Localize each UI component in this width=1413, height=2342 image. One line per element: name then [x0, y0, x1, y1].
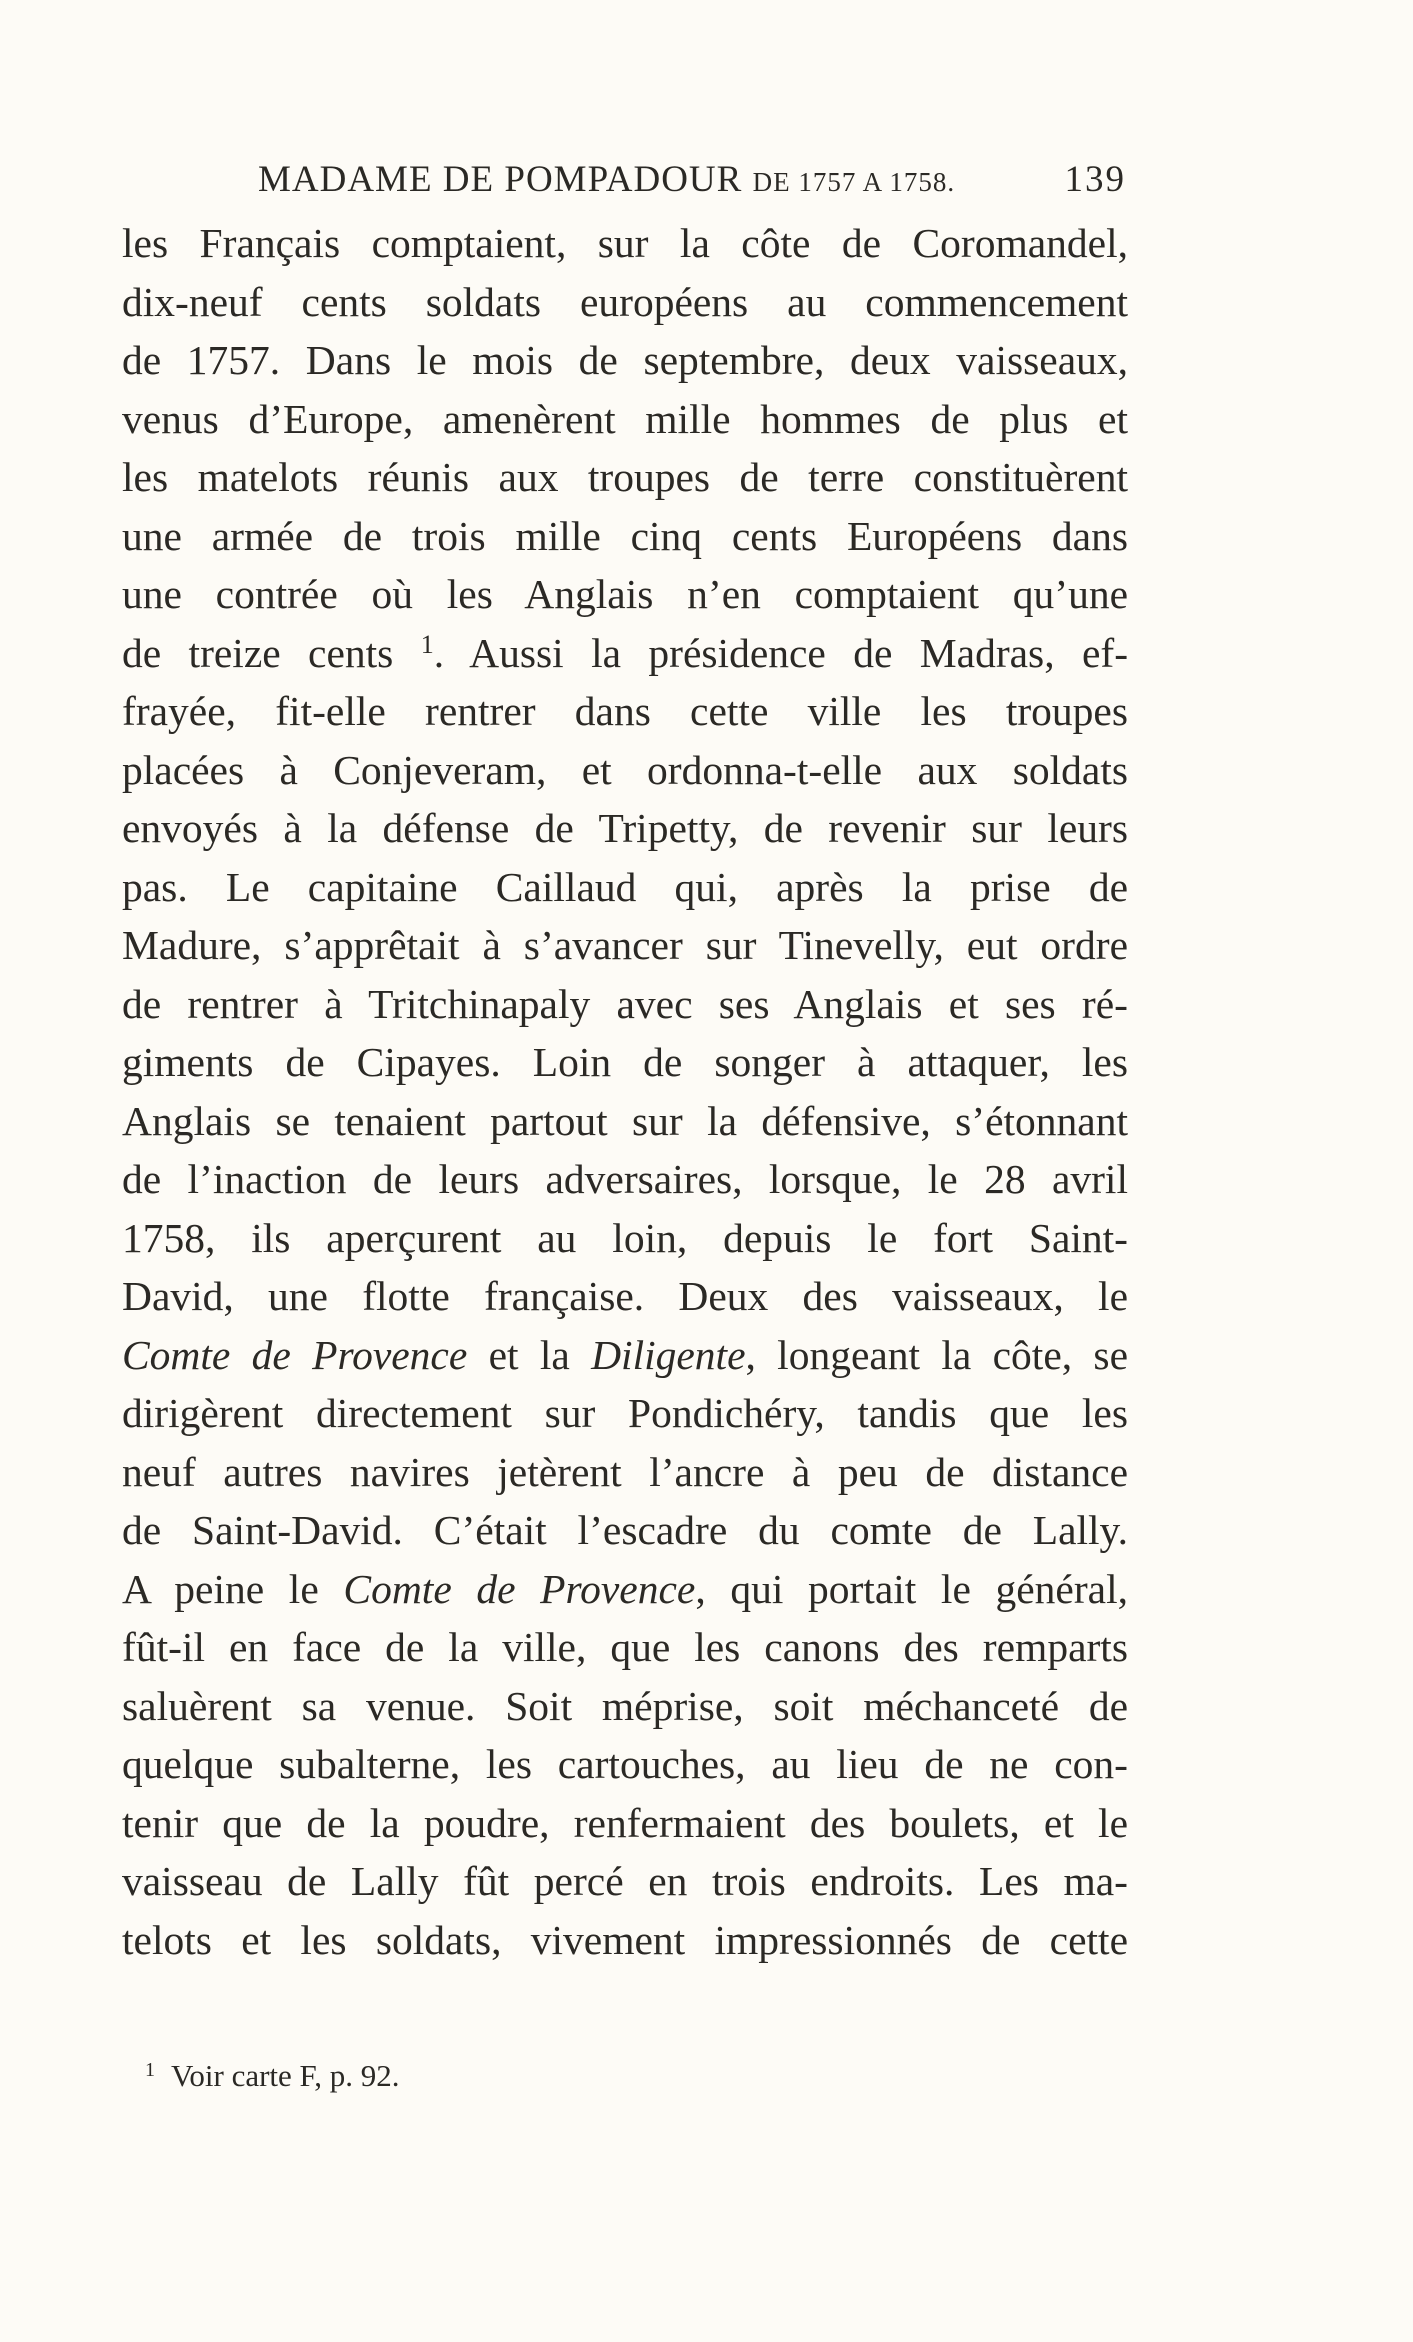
footnote-mark: 1 [145, 2059, 155, 2081]
text-line: envoyés à la défense de Tripetty, de revenir sur leurs [122, 805, 1128, 851]
text-line: les Français comptaient, sur la côte de Coromandel, [122, 220, 1128, 266]
text-line: vaisseau de Lally fût percé en trois endroits. Les ma- [122, 1858, 1128, 1904]
ship-name: Comte de Provence [343, 1565, 696, 1612]
text-line: Madure, s’apprêtait à s’avancer sur Tinevelly, eut ordre [122, 922, 1128, 968]
text-line: neuf autres navires jetèrent l’ancre à peu de distance [122, 1448, 1128, 1495]
footnote-text: Voir carte F, p. 92. [171, 2058, 400, 2093]
text-line: de 1757. Dans le mois de septembre, deux vaisseaux, [122, 337, 1128, 383]
text-run: et la [467, 1331, 592, 1378]
text-line: venus d’Europe, amenèrent mille hommes de plus et [122, 395, 1128, 442]
text-line: telots et les soldats, vivement impressionnés de cette [122, 1916, 1128, 1963]
text-line: fût-il en face de la ville, que les canons des remparts [122, 1624, 1128, 1670]
body-text [122, 214, 1128, 1969]
text-run: , qui portait le général, [695, 1565, 1128, 1612]
page-number: 139 [1064, 159, 1126, 200]
text-line: pas. Le capitaine Caillaud qui, après la prise de [122, 863, 1128, 910]
text-line: saluèrent sa venue. Soit méprise, soit méchanceté de [122, 1682, 1128, 1729]
text-line: dix-neuf cents soldats européens au commencement [122, 278, 1128, 325]
text-line [122, 1560, 1128, 1619]
running-title-dates: DE 1757 A 1758. [752, 167, 956, 197]
text-run: A peine le [122, 1565, 344, 1612]
ship-name: Comte de Provence [122, 1331, 468, 1378]
text-run: de treize cents [122, 629, 394, 676]
footnote [145, 2058, 400, 2094]
text-run: , longeant la côte, se [745, 1331, 1128, 1378]
text-line: dirigèrent directement sur Pondichéry, tandis que les [122, 1390, 1128, 1436]
text-line: une contrée où les Anglais n’en comptaient qu’une [122, 571, 1128, 617]
text-run: . Aussi la présidence de Madras, ef- [433, 629, 1129, 676]
text-line: placées à Conjeveram, et ordonna-t-elle aux soldats [122, 746, 1128, 793]
text-line: une armée de trois mille cinq cents Européens dans [122, 512, 1128, 559]
text-line: frayée, fit-elle rentrer dans cette ville les troupes [122, 688, 1128, 734]
text-line: de rentrer à Tritchinapaly avec ses Anglais et ses ré- [122, 980, 1128, 1027]
running-title [258, 158, 955, 201]
text-line: Anglais se tenaient partout sur la défensive, s’étonnant [122, 1097, 1128, 1144]
text-line: David, une flotte française. Deux des vaisseaux, le [122, 1273, 1128, 1319]
text-line: quelque subalterne, les cartouches, au lieu de ne con- [122, 1741, 1128, 1787]
ship-name: Diligente [591, 1331, 746, 1378]
footnote-reference: 1 [420, 629, 434, 659]
text-line: de Saint-David. C’était l’escadre du comte de Lally. [122, 1507, 1128, 1553]
text-line: 1758, ils aperçurent au loin, depuis le fort Saint- [122, 1214, 1128, 1261]
text-line [122, 1326, 1128, 1385]
text-line [122, 624, 1128, 683]
text-line: les matelots réunis aux troupes de terre constituèrent [122, 454, 1128, 500]
running-title-main: MADAME DE POMPADOUR [258, 159, 743, 200]
text-line: giments de Cipayes. Loin de songer à attaquer, les [122, 1039, 1128, 1085]
text-line: de l’inaction de leurs adversaires, lorsque, le 28 avril [122, 1156, 1128, 1202]
text-line: tenir que de la poudre, renfermaient des boulets, et le [122, 1799, 1128, 1846]
running-header [258, 158, 1126, 204]
